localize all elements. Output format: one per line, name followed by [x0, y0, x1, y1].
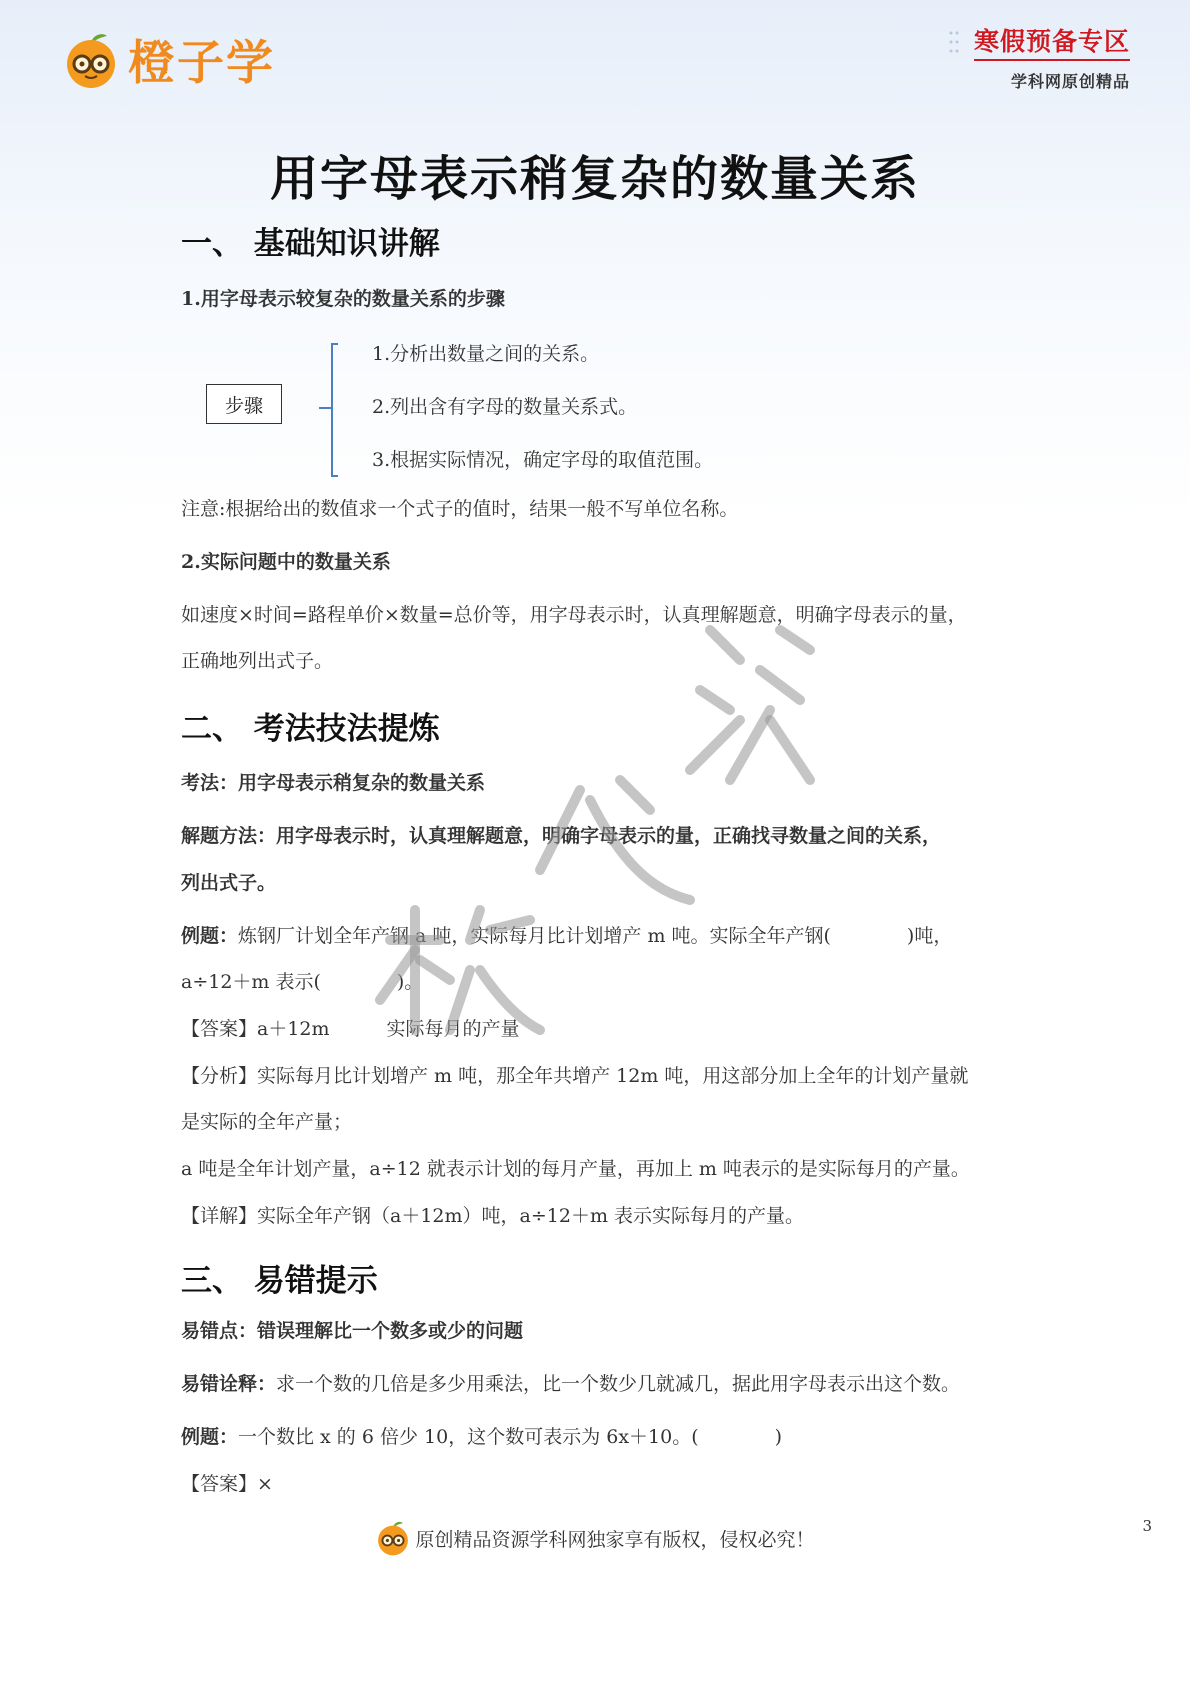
orange-mascot-icon [62, 31, 120, 89]
section1-subheading-1: 1.用字母表示较复杂的数量关系的步骤 [181, 288, 505, 310]
steps-box-label: 步骤 [224, 394, 263, 417]
footer [0, 1519, 1190, 1557]
error-example-label: 例题： [181, 1426, 239, 1448]
orange-mascot-icon [375, 1519, 411, 1557]
error-answer-line: 【答案】× [181, 1473, 273, 1495]
solve-line-1: 解题方法：用字母表示时，认真理解题意，明确字母表示的量，正确找寻数量之间的关系， [181, 825, 942, 847]
explain-text: 求一个数的几倍是多少用乘法，比一个数少几就减几，据此用字母表示出这个数。 [276, 1373, 961, 1395]
promo-badge [974, 22, 1130, 92]
decorative-dots-icon [948, 30, 960, 54]
steps-box [206, 384, 282, 424]
example-text-1: 炼钢厂计划全年产钢 a 吨，实际每月比计划增产 m 吨。实际全年产钢( )吨， [238, 925, 953, 947]
answer-line: 【答案】a＋12m 实际每月的产量 [181, 1018, 520, 1040]
page-number: 3 [1142, 1517, 1152, 1535]
error-example-line [181, 1425, 782, 1449]
step-item-2: 2.列出含有字母的数量关系式。 [372, 396, 638, 418]
example-label: 例题： [181, 925, 239, 947]
error-text: 错误理解比一个数多或少的问题 [257, 1320, 524, 1342]
error-example-text: 一个数比 x 的 6 倍少 10，这个数可表示为 6x＋10。( ) [238, 1426, 783, 1448]
section1-heading: 一、 基础知识讲解 [181, 226, 440, 262]
method-label: 考法： [181, 772, 239, 794]
paragraph-line-2: 正确地列出式子。 [181, 650, 334, 672]
solve-line-2: 列出式子。 [181, 872, 277, 894]
step-item-1: 1.分析出数量之间的关系。 [372, 343, 600, 365]
step-item-3: 3.根据实际情况，确定字母的取值范围。 [372, 449, 714, 471]
error-label: 易错点： [181, 1320, 258, 1342]
bracket-icon [318, 342, 348, 478]
note-text: 注意:根据给出的数值求一个式子的值时，结果一般不写单位名称。 [181, 498, 739, 520]
section1-subheading-2: 2.实际问题中的数量关系 [181, 551, 391, 573]
section2-heading: 二、 考法技法提炼 [181, 711, 440, 747]
error-explain-line [181, 1372, 960, 1396]
brand-name: 橙子学 [128, 36, 275, 91]
method-text: 用字母表示稍复杂的数量关系 [238, 772, 486, 794]
brand-logo [62, 26, 275, 93]
explain-label: 易错诠释： [181, 1373, 277, 1395]
analysis-line-2: 是实际的全年产量； [181, 1111, 353, 1133]
footer-copyright: 原创精品资源学科网独家享有版权，侵权必究！ [415, 1528, 815, 1551]
example-line-2: a÷12＋m 表示( )。 [181, 971, 424, 993]
watermark-icon [360, 610, 820, 1070]
error-point-line [181, 1319, 523, 1343]
page-title: 用字母表示稍复杂的数量关系 [269, 151, 920, 207]
section3-heading: 三、 易错提示 [181, 1263, 378, 1299]
detail-line: 【详解】实际全年产钢（a＋12m）吨，a÷12＋m 表示实际每月的产量。 [181, 1205, 805, 1227]
paragraph-line-1: 如速度×时间=路程单价×数量=总价等，用字母表示时，认真理解题意，明确字母表示的量， [181, 604, 967, 626]
analysis-line-1: 【分析】实际每月比计划增产 m 吨，那全年共增产 12m 吨，用这部分加上全年的计划产量就 [181, 1065, 969, 1087]
promo-subtitle: 学科网原创精品 [1010, 72, 1130, 91]
analysis-line-3: a 吨是全年计划产量，a÷12 就表示计划的每月产量，再加上 m 吨表示的是实际每月的产量。 [181, 1158, 970, 1180]
promo-title: 寒假预备专区 [974, 22, 1130, 61]
